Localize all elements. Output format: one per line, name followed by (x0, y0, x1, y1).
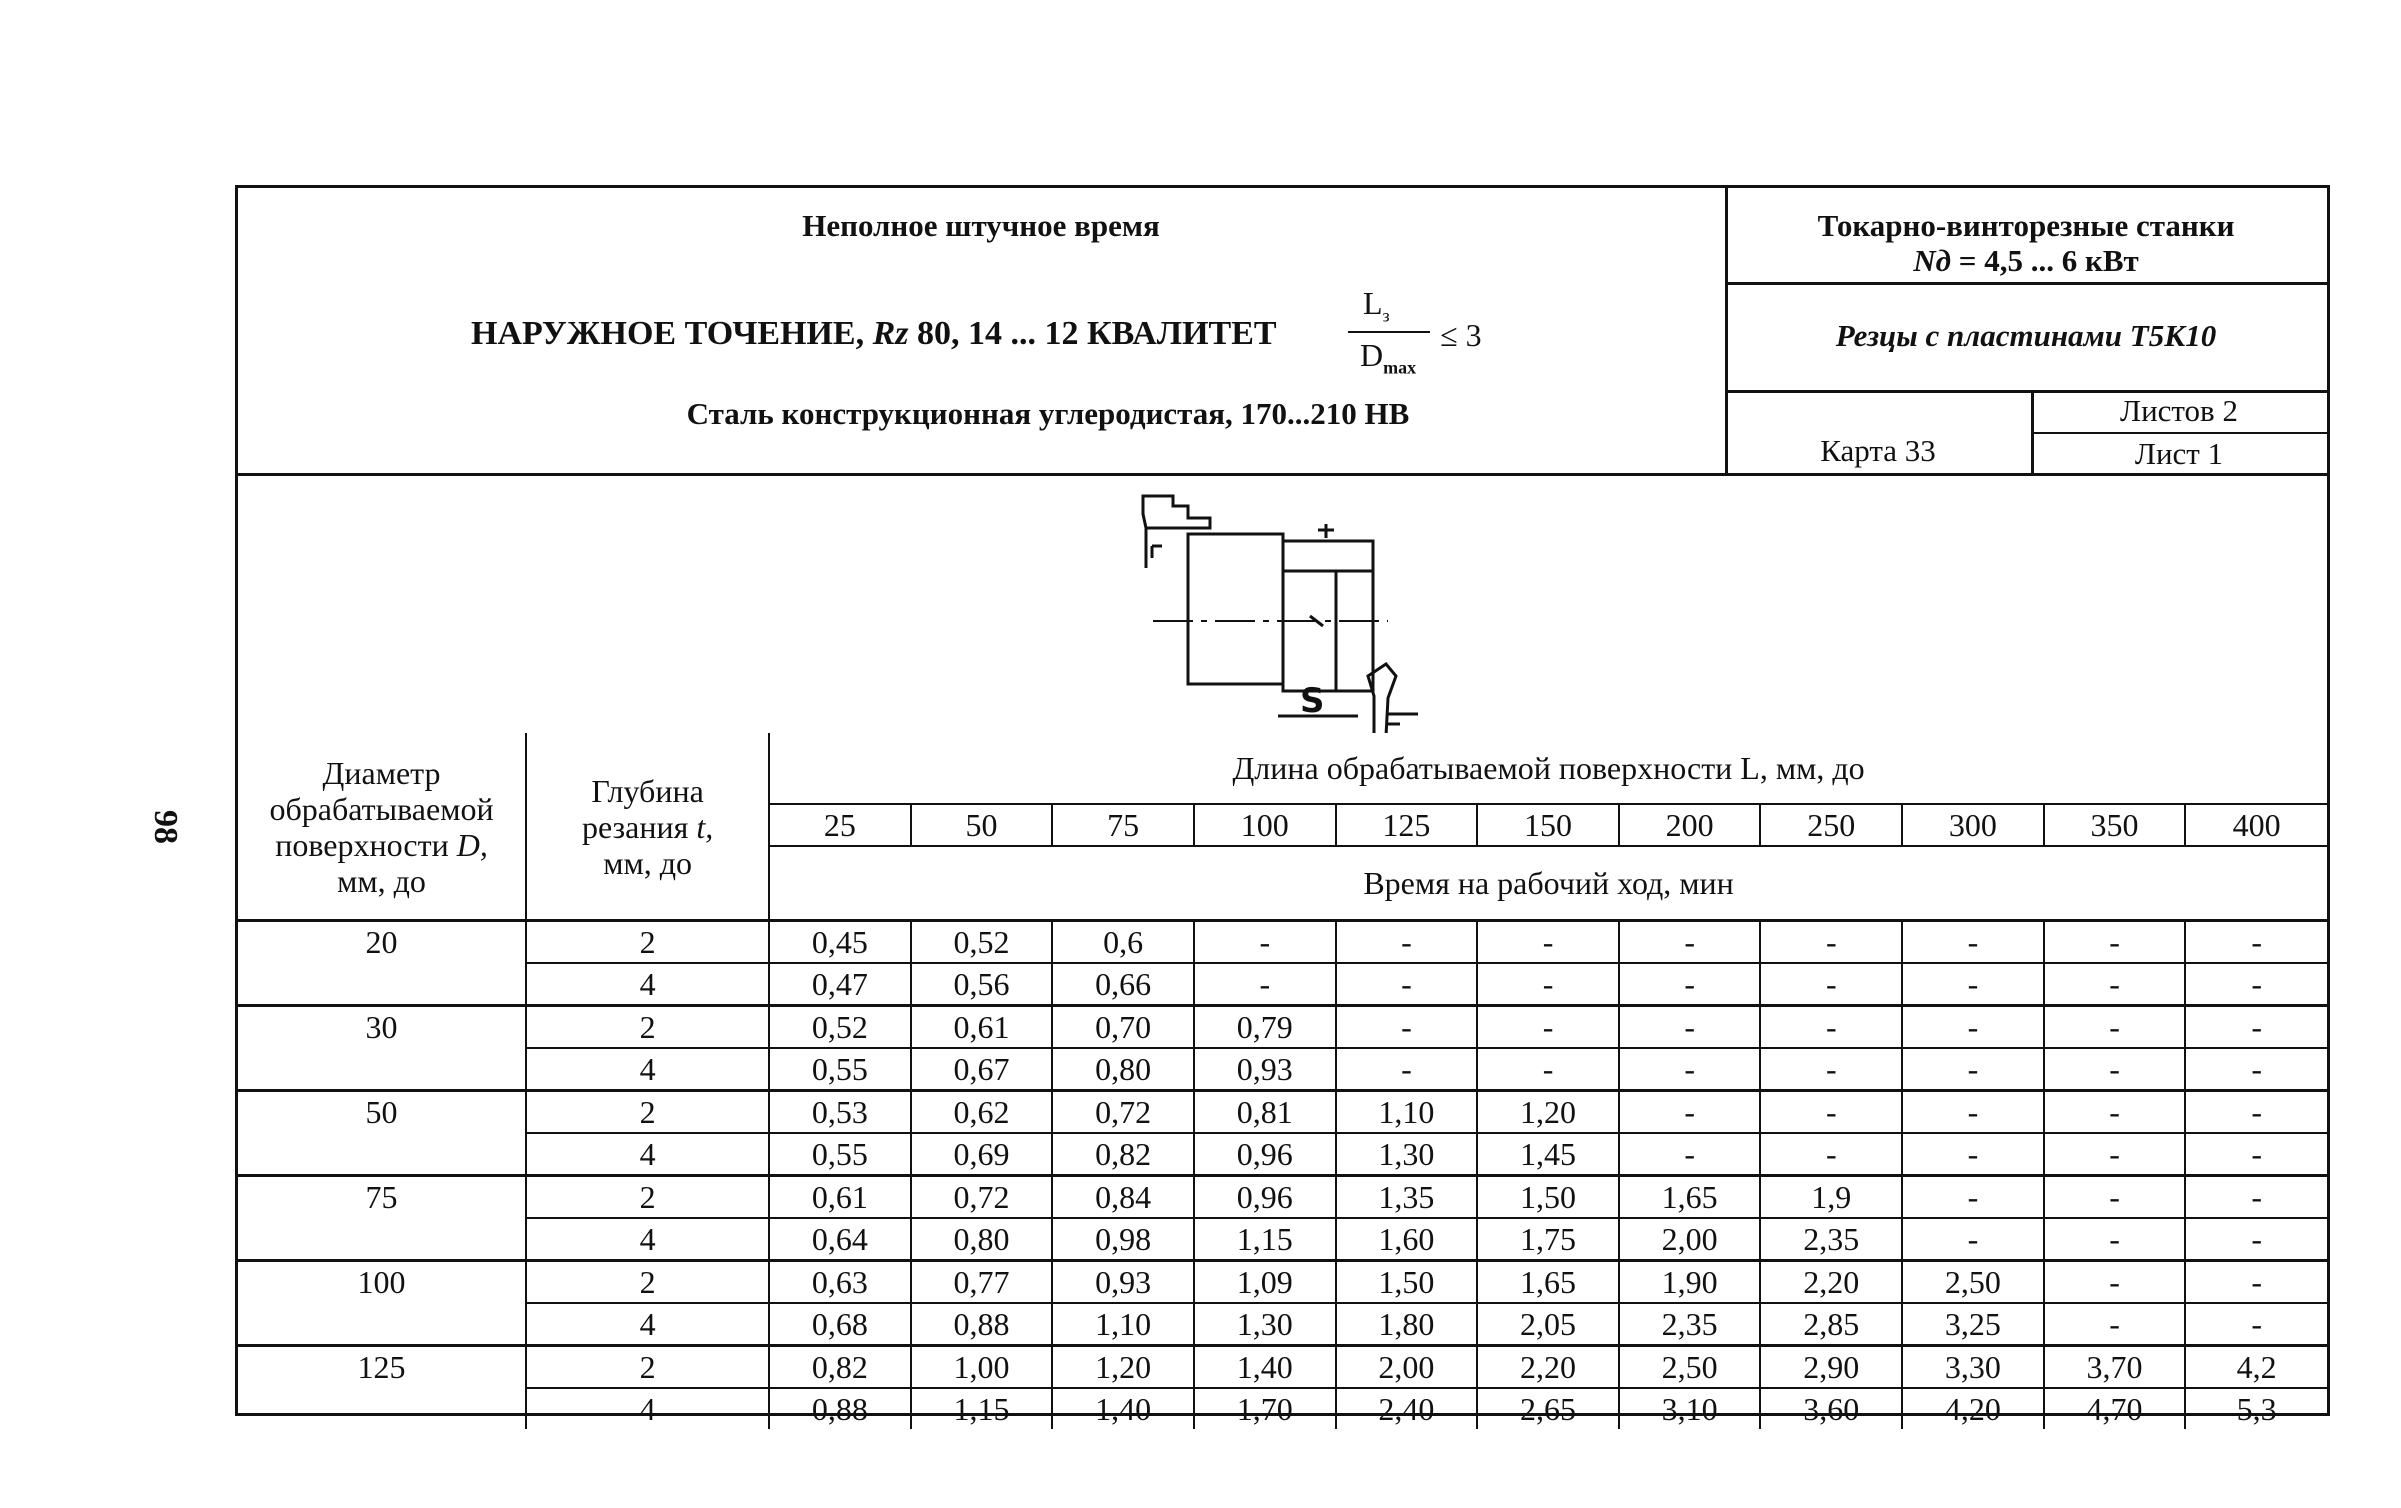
table-row (238, 1388, 2327, 1429)
time-cell: 2,00 (1619, 1218, 1761, 1261)
time-cell: 0,96 (1194, 1133, 1336, 1176)
time-cell: 1,15 (911, 1388, 1053, 1429)
quality: 14 ... 12 КВАЛИТЕТ (968, 315, 1277, 352)
depth-cell: 2 (526, 1006, 769, 1049)
time-cell: - (1902, 921, 2044, 964)
time-cell: 0,72 (1052, 1091, 1194, 1134)
time-cell: 4,70 (2044, 1388, 2186, 1429)
operation-line (471, 315, 1277, 353)
time-cell: 1,45 (1477, 1133, 1619, 1176)
time-cell: - (2185, 921, 2327, 964)
time-cell: 0,52 (769, 1006, 911, 1049)
time-cell: 1,10 (1052, 1303, 1194, 1346)
time-cell: - (1336, 1006, 1478, 1049)
time-cell: 0,61 (911, 1006, 1053, 1049)
time-cell: 2,90 (1760, 1346, 1902, 1389)
machine-power: Nд = 4,5 ... 6 кВт (1913, 243, 2139, 278)
time-cell: 1,9 (1760, 1176, 1902, 1219)
time-cell: - (2185, 1091, 2327, 1134)
time-cell: - (1194, 921, 1336, 964)
time-cell: 0,6 (1052, 921, 1194, 964)
operation-title: НАРУЖНОЕ ТОЧЕНИЕ, (471, 315, 865, 352)
time-cell: 1,60 (1336, 1218, 1478, 1261)
time-cell: 2,50 (1619, 1346, 1761, 1389)
time-cell: - (1760, 1048, 1902, 1091)
time-cell: - (1477, 963, 1619, 1006)
diameter-cell: 20 (238, 921, 526, 964)
length-col-150: 150 (1477, 804, 1619, 846)
time-cell: 0,61 (769, 1176, 911, 1219)
time-cell: 4,20 (1902, 1388, 2044, 1429)
diameter-cell: 100 (238, 1261, 526, 1304)
time-cell: 0,80 (1052, 1048, 1194, 1091)
time-cell: 2,35 (1760, 1218, 1902, 1261)
time-cell: - (2044, 1133, 2186, 1176)
time-cell: 0,77 (911, 1261, 1053, 1304)
cutting-time-table (238, 733, 2327, 1429)
time-cell: 0,72 (911, 1176, 1053, 1219)
time-cell: - (2044, 1303, 2186, 1346)
depth-cell: 2 (526, 921, 769, 964)
diameter-cell (238, 1133, 526, 1176)
time-cell: 0,52 (911, 921, 1053, 964)
time-cell: - (1760, 921, 1902, 964)
norm-card (235, 185, 2330, 1427)
length-col-300: 300 (1902, 804, 2044, 846)
time-cell: 3,10 (1619, 1388, 1761, 1429)
time-cell: 0,68 (769, 1303, 911, 1346)
page-number: 98 (147, 810, 184, 844)
chuck-jaw-icon (1143, 496, 1210, 528)
time-cell: 2,65 (1477, 1388, 1619, 1429)
diameter-cell (238, 1048, 526, 1091)
time-cell: 0,55 (769, 1048, 911, 1091)
length-header: Длина обрабатываемой поверхности L, мм, до (769, 733, 2327, 804)
time-cell: - (2044, 921, 2186, 964)
time-cell: 0,67 (911, 1048, 1053, 1091)
depth-cell: 2 (526, 1346, 769, 1389)
time-cell: - (2185, 1261, 2327, 1304)
time-cell: 0,81 (1194, 1091, 1336, 1134)
time-cell: 1,65 (1477, 1261, 1619, 1304)
time-cell: 0,82 (1052, 1133, 1194, 1176)
time-cell: - (2185, 1006, 2327, 1049)
fraction-bar (1348, 331, 1430, 333)
table-row (238, 1218, 2327, 1261)
length-col-100: 100 (1194, 804, 1336, 846)
length-col-350: 350 (2044, 804, 2186, 846)
time-cell: 4,2 (2185, 1346, 2327, 1389)
depth-cell: 4 (526, 1388, 769, 1429)
depth-cell: 2 (526, 1091, 769, 1134)
time-cell: 0,79 (1194, 1006, 1336, 1049)
table-row (238, 1091, 2327, 1134)
time-cell: 3,60 (1760, 1388, 1902, 1429)
time-cell: 2,00 (1336, 1346, 1478, 1389)
diameter-cell (238, 1388, 526, 1429)
turning-sketch (238, 476, 2327, 733)
time-cell: - (1336, 921, 1478, 964)
time-cell: 1,40 (1052, 1388, 1194, 1429)
time-cell: - (2185, 963, 2327, 1006)
diameter-cell: 125 (238, 1346, 526, 1389)
time-cell: 0,47 (769, 963, 911, 1006)
time-cell: - (2185, 1048, 2327, 1091)
time-cell: - (2185, 1133, 2327, 1176)
time-cell: 0,70 (1052, 1006, 1194, 1049)
time-cell: 1,75 (1477, 1218, 1619, 1261)
time-cell: - (1902, 1048, 2044, 1091)
tool-spec: Резцы с пластинами Т5К10 (1835, 318, 2217, 353)
depth-cell: 4 (526, 1218, 769, 1261)
material: Сталь конструкционная углеродистая, 170...210 НВ (686, 396, 1410, 431)
diameter-cell: 30 (238, 1006, 526, 1049)
time-cell: - (2185, 1218, 2327, 1261)
card-number: Карта 33 (1820, 433, 1936, 468)
time-cell: 0,88 (769, 1388, 911, 1429)
time-cell: - (1902, 1133, 2044, 1176)
time-cell: 2,05 (1477, 1303, 1619, 1346)
time-cell: 0,93 (1052, 1261, 1194, 1304)
time-cell: 2,20 (1477, 1346, 1619, 1389)
time-cell: - (1477, 1006, 1619, 1049)
time-cell: 1,65 (1619, 1176, 1761, 1219)
time-cell: - (1619, 1133, 1761, 1176)
machine-rule (1725, 282, 2327, 285)
time-cell: - (1760, 1006, 1902, 1049)
time-cell: - (1477, 921, 1619, 964)
table-row (238, 963, 2327, 1006)
length-col-50: 50 (911, 804, 1053, 846)
time-cell: - (1902, 963, 2044, 1006)
time-cell: - (1902, 1006, 2044, 1049)
table-row (238, 1006, 2327, 1049)
length-col-125: 125 (1336, 804, 1478, 846)
time-cell: 0,56 (911, 963, 1053, 1006)
time-cell: 0,55 (769, 1133, 911, 1176)
time-cell: - (1619, 1091, 1761, 1134)
time-cell: 0,88 (911, 1303, 1053, 1346)
time-cell: 2,50 (1902, 1261, 2044, 1304)
time-cell: 1,20 (1052, 1346, 1194, 1389)
length-col-75: 75 (1052, 804, 1194, 846)
table-row (238, 1176, 2327, 1219)
col-depth-header: Глубина резания t, мм, до (526, 733, 769, 921)
diameter-cell (238, 1303, 526, 1346)
table-row (238, 1133, 2327, 1176)
length-col-200: 200 (1619, 804, 1761, 846)
time-cell: 1,10 (1336, 1091, 1478, 1134)
time-cell: 0,53 (769, 1091, 911, 1134)
time-cell: - (1902, 1091, 2044, 1134)
time-cell: - (1477, 1048, 1619, 1091)
time-cell: 2,20 (1760, 1261, 1902, 1304)
time-cell: - (2044, 1261, 2186, 1304)
time-cell: - (1619, 1006, 1761, 1049)
table-row (238, 1346, 2327, 1389)
time-cell: 0,80 (911, 1218, 1053, 1261)
time-cell: - (1902, 1176, 2044, 1219)
time-cell: - (2044, 963, 2186, 1006)
time-cell: 1,00 (911, 1346, 1053, 1389)
doc-title: Неполное штучное время (802, 208, 1160, 243)
ratio-numerator: $L_з$ (1363, 285, 1390, 326)
time-cell: - (2044, 1048, 2186, 1091)
time-cell: 0,66 (1052, 963, 1194, 1006)
depth-cell: 2 (526, 1176, 769, 1219)
ratio-denominator: $D_{max}$ (1360, 337, 1417, 378)
time-cell: 3,70 (2044, 1346, 2186, 1389)
time-cell: - (1760, 1091, 1902, 1134)
rz-value: 80, (917, 315, 960, 352)
time-cell: - (2044, 1006, 2186, 1049)
header-divider (1725, 188, 1728, 476)
time-cell: 0,69 (911, 1133, 1053, 1176)
feed-label: S (1300, 681, 1325, 721)
time-cell: 1,15 (1194, 1218, 1336, 1261)
table-row (238, 1261, 2327, 1304)
time-cell: 1,30 (1336, 1133, 1478, 1176)
time-cell: 5,3 (2185, 1388, 2327, 1429)
time-cell: 1,35 (1336, 1176, 1478, 1219)
sheets-total: Листов 2 (2120, 393, 2238, 428)
sheet-rule (2031, 432, 2327, 434)
machine-title: Токарно-винторезные станки (1817, 208, 2235, 243)
time-cell: 0,62 (911, 1091, 1053, 1134)
time-cell: 3,30 (1902, 1346, 2044, 1389)
workpiece-step (1283, 541, 1373, 691)
time-cell: - (1902, 1218, 2044, 1261)
rz-symbol: Rz (872, 315, 909, 352)
time-header: Время на рабочий ход, мин (769, 846, 2327, 921)
time-cell: 0,82 (769, 1346, 911, 1389)
time-cell: - (2185, 1176, 2327, 1219)
time-cell: 2,40 (1336, 1388, 1478, 1429)
table-row (238, 1048, 2327, 1091)
depth-cell: 4 (526, 1048, 769, 1091)
sheet-number: Лист 1 (2134, 436, 2224, 471)
workpiece-body (1188, 534, 1283, 684)
depth-cell: 4 (526, 1133, 769, 1176)
time-cell: 0,64 (769, 1218, 911, 1261)
depth-cell: 4 (526, 963, 769, 1006)
time-cell: 0,84 (1052, 1176, 1194, 1219)
time-cell: 1,80 (1336, 1303, 1478, 1346)
time-cell: 0,63 (769, 1261, 911, 1304)
diameter-cell (238, 963, 526, 1006)
time-cell: - (1194, 963, 1336, 1006)
time-cell: 1,70 (1194, 1388, 1336, 1429)
time-cell: - (1619, 963, 1761, 1006)
length-col-400: 400 (2185, 804, 2327, 846)
ratio-condition: ≤ 3 (1440, 317, 1482, 353)
time-cell: 1,40 (1194, 1346, 1336, 1389)
time-cell: 0,98 (1052, 1218, 1194, 1261)
time-cell: 1,90 (1619, 1261, 1761, 1304)
time-cell: - (1760, 1133, 1902, 1176)
time-cell: 1,30 (1194, 1303, 1336, 1346)
time-cell: 0,96 (1194, 1176, 1336, 1219)
time-cell: - (2044, 1218, 2186, 1261)
time-cell: - (1619, 1048, 1761, 1091)
time-cell: 2,85 (1760, 1303, 1902, 1346)
length-col-250: 250 (1760, 804, 1902, 846)
depth-cell: 2 (526, 1261, 769, 1304)
time-cell: 1,50 (1336, 1261, 1478, 1304)
time-cell: 0,93 (1194, 1048, 1336, 1091)
table-row (238, 1303, 2327, 1346)
diameter-cell (238, 1218, 526, 1261)
diameter-cell: 75 (238, 1176, 526, 1219)
time-cell: - (1336, 1048, 1478, 1091)
time-cell: 3,25 (1902, 1303, 2044, 1346)
time-cell: - (1760, 963, 1902, 1006)
time-cell: 2,35 (1619, 1303, 1761, 1346)
length-col-25: 25 (769, 804, 911, 846)
time-cell: - (1336, 963, 1478, 1006)
time-cell: 0,45 (769, 921, 911, 964)
col-diameter-header: Диаметр обрабатываемой поверхности D, мм, до (238, 733, 526, 921)
time-cell: 1,50 (1477, 1176, 1619, 1219)
time-cell: - (2044, 1091, 2186, 1134)
time-cell: - (2185, 1303, 2327, 1346)
time-cell: - (2044, 1176, 2186, 1219)
time-cell: 1,09 (1194, 1261, 1336, 1304)
diameter-cell: 50 (238, 1091, 526, 1134)
table-row (238, 921, 2327, 964)
depth-cell: 4 (526, 1303, 769, 1346)
time-cell: - (1619, 921, 1761, 964)
time-cell: 1,20 (1477, 1091, 1619, 1134)
